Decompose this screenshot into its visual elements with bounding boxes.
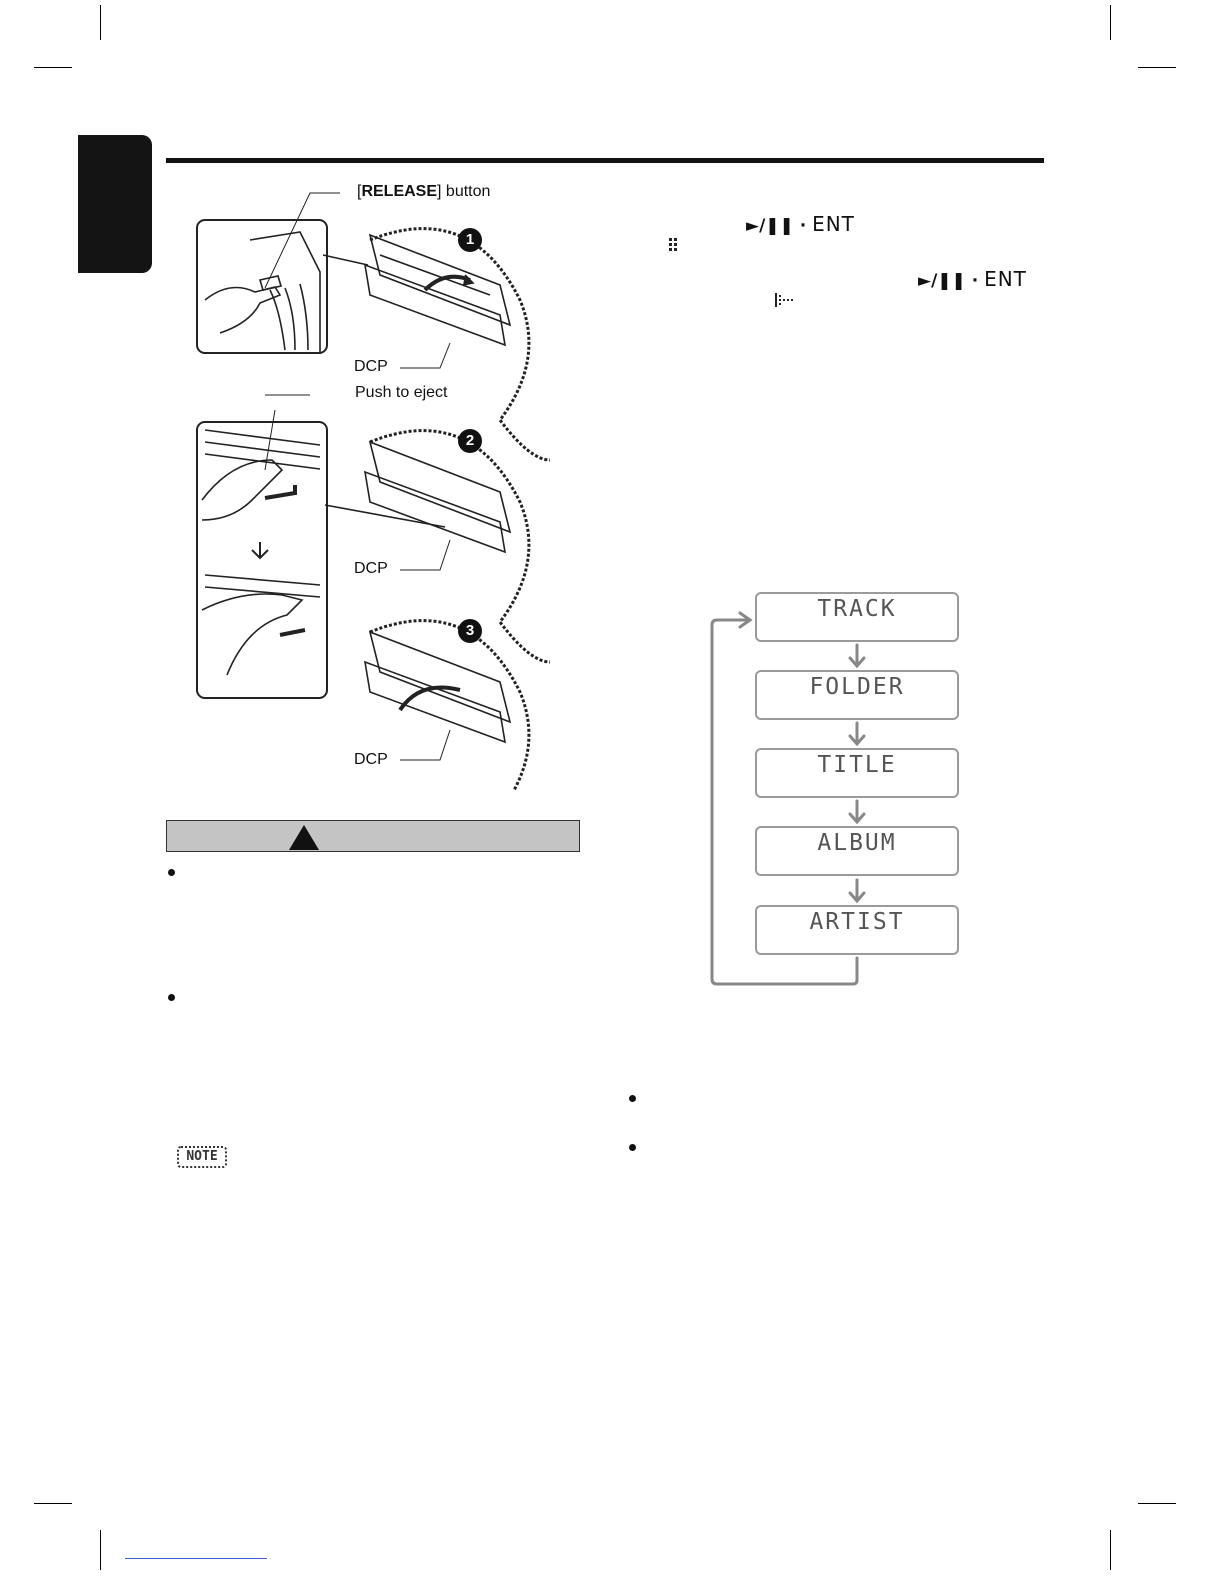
crop-mark	[100, 5, 101, 40]
step-1-icon: 1	[458, 228, 482, 252]
dcp-label: DCP	[354, 560, 388, 577]
crop-mark	[34, 1503, 72, 1504]
cycle-arrows	[700, 590, 980, 990]
language-tab	[78, 135, 152, 273]
push-to-eject-label: Push to eject	[355, 384, 448, 401]
note-icon: NOTE	[177, 1146, 227, 1168]
dcp-label: DCP	[354, 751, 388, 768]
ent-label: ENT	[812, 212, 855, 236]
crop-mark	[1138, 67, 1176, 68]
bullet-icon	[629, 1144, 636, 1151]
crop-mark	[1110, 1530, 1111, 1570]
warning-triangle-icon	[287, 823, 321, 851]
step-3-icon: 3	[458, 619, 482, 643]
section-rule	[166, 158, 1044, 163]
ent-label: ENT	[984, 267, 1027, 291]
dcp-label: DCP	[354, 358, 388, 375]
caution-header	[166, 820, 580, 852]
bullet-icon	[168, 994, 175, 1001]
crop-mark	[1138, 1503, 1176, 1504]
dcp-removal-illustration	[190, 180, 560, 790]
display-mode-label: ARTIST	[809, 909, 905, 935]
dot-matrix-icon	[667, 236, 685, 254]
play-pause-glyph: ►/❚❚ ·	[918, 271, 979, 291]
bullet-icon	[629, 1095, 636, 1102]
display-mode-label: ALBUM	[817, 830, 897, 856]
loop-back-arrow-icon	[712, 620, 857, 984]
play-pause-ent-icon	[918, 267, 1027, 291]
dcp-removal-figure	[190, 180, 560, 790]
release-bracket-close: ] button	[437, 183, 491, 200]
play-pause-glyph: ►/❚❚ ·	[746, 216, 807, 236]
dot-matrix-icon	[774, 292, 794, 308]
display-mode-label: TITLE	[817, 752, 897, 778]
crop-mark	[1110, 5, 1111, 40]
crop-mark	[100, 1530, 101, 1570]
display-mode-label: TRACK	[817, 596, 897, 622]
crop-mark	[34, 67, 72, 68]
release-button-name: RELEASE	[361, 183, 438, 200]
release-button-label	[357, 183, 490, 201]
release-bracket-open: [	[357, 183, 362, 200]
play-pause-ent-icon	[746, 212, 855, 236]
footer-link-underline	[125, 1558, 267, 1559]
step-2-icon: 2	[458, 429, 482, 453]
bullet-icon	[168, 869, 175, 876]
display-mode-label: FOLDER	[809, 674, 905, 700]
